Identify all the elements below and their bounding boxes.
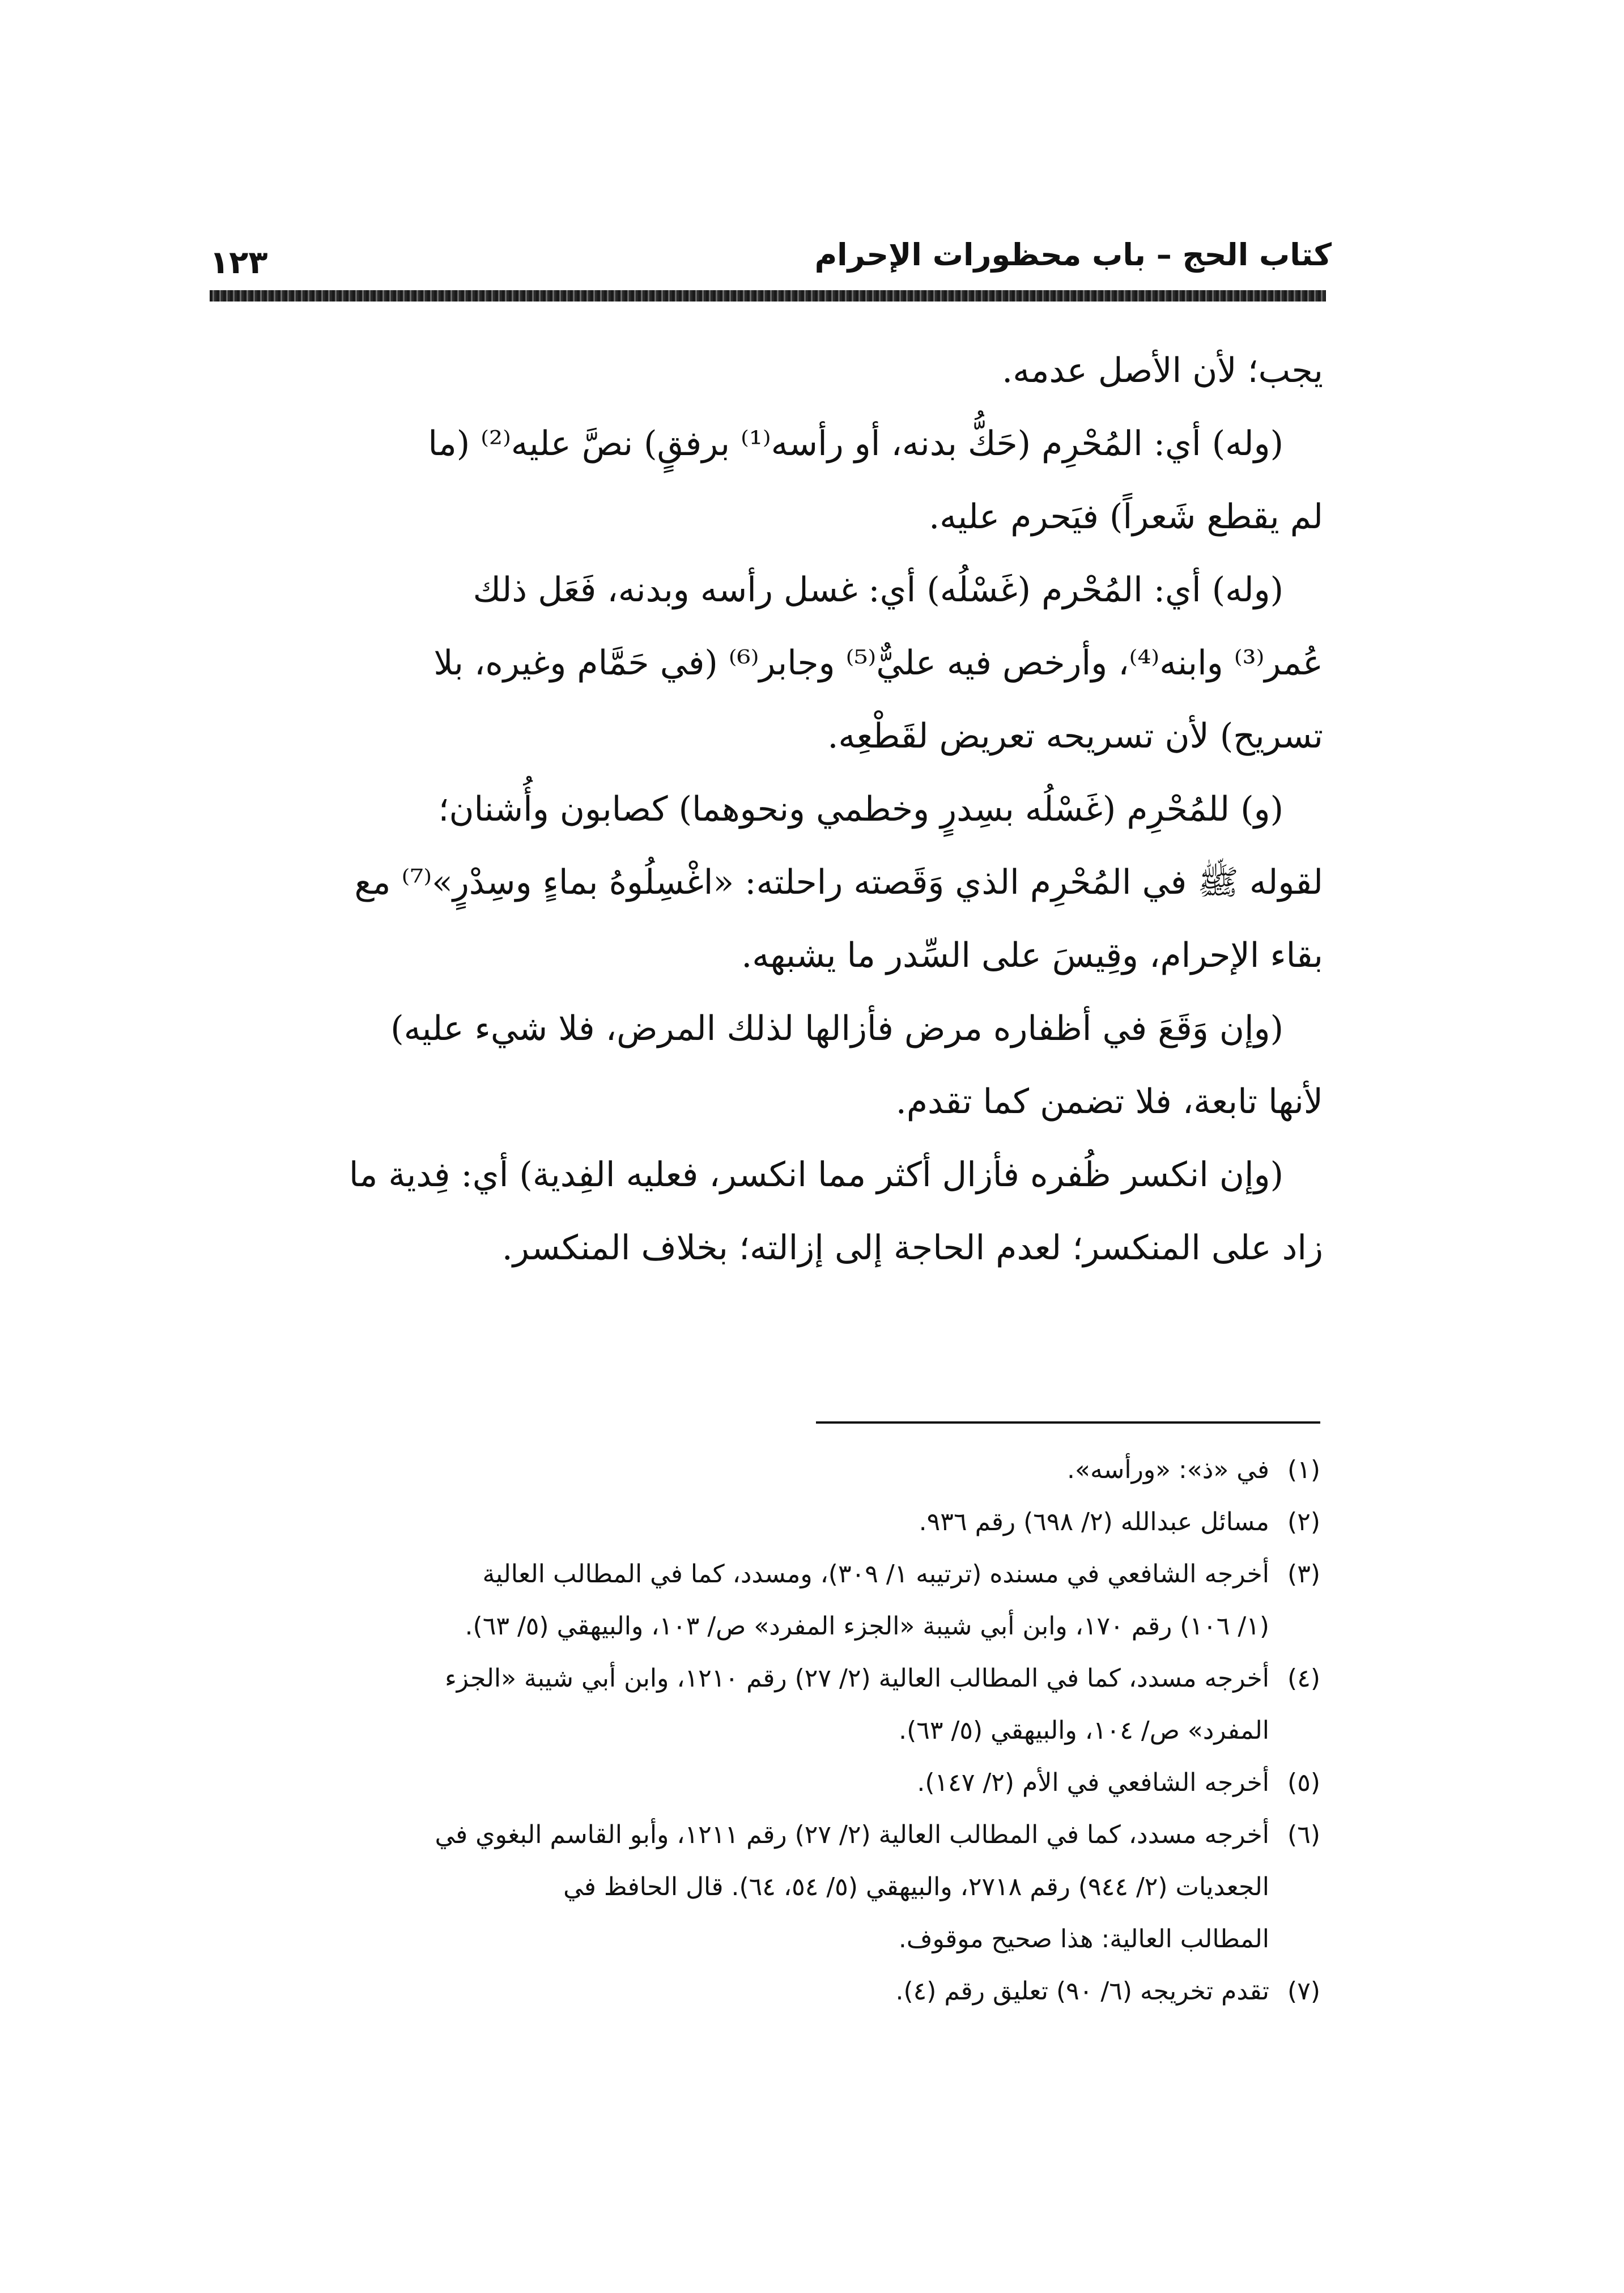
- text-line: (وإن وَقَعَ في أظفاره مرض فأزالها لذلك المرض، فلا شيء عليه): [390, 1009, 1283, 1048]
- footnote-continuation: المفرد» ص/ ١٠٤، والبيهقي (٥/ ٦٣).: [899, 1716, 1269, 1745]
- text-line: عُمر⁽³⁾ وابنه⁽⁴⁾، وأرخص فيه عليٌّ⁽⁵⁾ وجابر⁽⁶⁾ (في حَمَّام وغيره، بلا: [433, 643, 1323, 683]
- footnote-continuation: الجعديات (٢/ ٩٤٤) رقم ٢٧١٨، والبيهقي (٥/ ٥٤، ٦٤). قال الحافظ في: [563, 1872, 1269, 1901]
- footnotes: [210, 1444, 1320, 2018]
- text-line: تسريح) لأن تسريحه تعريض لقَطْعِه.: [827, 716, 1323, 756]
- footnote-number: (٦): [1287, 1820, 1320, 1849]
- footnote-continuation: (١/ ١٠٦) رقم ١٧٠، وابن أبي شيبة «الجزء المفرد» ص/ ١٠٣، والبيهقي (٥/ ٦٣).: [465, 1612, 1269, 1641]
- footnote-number: (٢): [1287, 1508, 1320, 1536]
- footnote-text: أخرجه مسدد، كما في المطالب العالية (٢/ ٢٧) رقم ١٢١١، وأبو القاسم البغوي في: [435, 1820, 1269, 1849]
- footnote: [210, 1809, 1320, 1861]
- footnote-separator: [816, 1421, 1320, 1424]
- footnote-number: (٣): [1287, 1560, 1320, 1589]
- footnote-text: مسائل عبدالله (٢/ ٦٩٨) رقم ٩٣٦.: [919, 1508, 1269, 1536]
- footnote: [210, 1548, 1320, 1600]
- footnote: [210, 1496, 1320, 1548]
- main-text: [210, 334, 1323, 1285]
- text-line: زاد على المنكسر؛ لعدم الحاجة إلى إزالته؛ بخلاف المنكسر.: [501, 1228, 1323, 1268]
- text-line: لم يقطع شَعراً) فيَحرم عليه.: [929, 497, 1323, 537]
- footnote: [210, 1653, 1320, 1705]
- running-header: [210, 232, 1332, 289]
- footnote-text: أخرجه الشافعي في مسنده (ترتيبه ١/ ٣٠٩)، ومسدد، كما في المطالب العالية: [482, 1560, 1269, 1589]
- footnote-text: تقدم تخريجه (٦/ ٩٠) تعليق رقم (٤).: [895, 1977, 1269, 2006]
- footnote-text: في «ذ»: «ورأسه».: [1067, 1455, 1269, 1484]
- text-line: بقاء الإحرام، وقِيسَ على السِّدر ما يشبهه.: [741, 936, 1323, 975]
- text-line: (وله) أي: المُحْرم (غَسْلُه) أي: غسل رأسه وبدنه، فَعَل ذلك: [473, 570, 1283, 610]
- text-line: (وإن انكسر ظُفره فأزال أكثر مما انكسر، فعليه الفِدية) أي: فِدية ما: [348, 1155, 1283, 1195]
- text-line: لقوله ﷺ في المُحْرِم الذي وَقَصته راحلته: «اغْسِلُوهُ بماءٍ وسِدْرٍ»⁽⁷⁾ مع: [354, 863, 1323, 902]
- footnote: [210, 1444, 1320, 1496]
- footnote-number: (٤): [1287, 1664, 1320, 1693]
- footnote-number: (٧): [1287, 1977, 1320, 2006]
- text-line: يجب؛ لأن الأصل عدمه.: [1002, 351, 1323, 390]
- page-number: ١٢٣: [210, 244, 268, 281]
- footnote-text: أخرجه الشافعي في الأم (٢/ ١٤٧).: [917, 1768, 1269, 1797]
- text-line: (و) للمُحْرِم (غَسْلُه بسِدرٍ وخطمي ونحوهما) كصابون وأُشنان؛: [438, 789, 1283, 829]
- footnote-continuation: المطالب العالية: هذا صحيح موقوف.: [898, 1925, 1269, 1954]
- header-title: كتاب الحج – باب محظورات الإحرام: [814, 237, 1332, 273]
- text-line: (وله) أي: المُحْرِم (حَكُّ بدنه، أو رأسه⁽¹⁾ برفقٍ) نصَّ عليه⁽²⁾ (ما: [428, 424, 1283, 464]
- footnote-number: (٥): [1287, 1768, 1320, 1797]
- header-rule: [210, 290, 1326, 302]
- footnote-text: أخرجه مسدد، كما في المطالب العالية (٢/ ٢٧) رقم ١٢١٠، وابن أبي شيبة «الجزء: [445, 1664, 1269, 1693]
- text-line: لأنها تابعة، فلا تضمن كما تقدم.: [895, 1082, 1323, 1122]
- footnote: [210, 1757, 1320, 1809]
- footnote: [210, 1965, 1320, 2018]
- footnote-number: (١): [1287, 1455, 1320, 1484]
